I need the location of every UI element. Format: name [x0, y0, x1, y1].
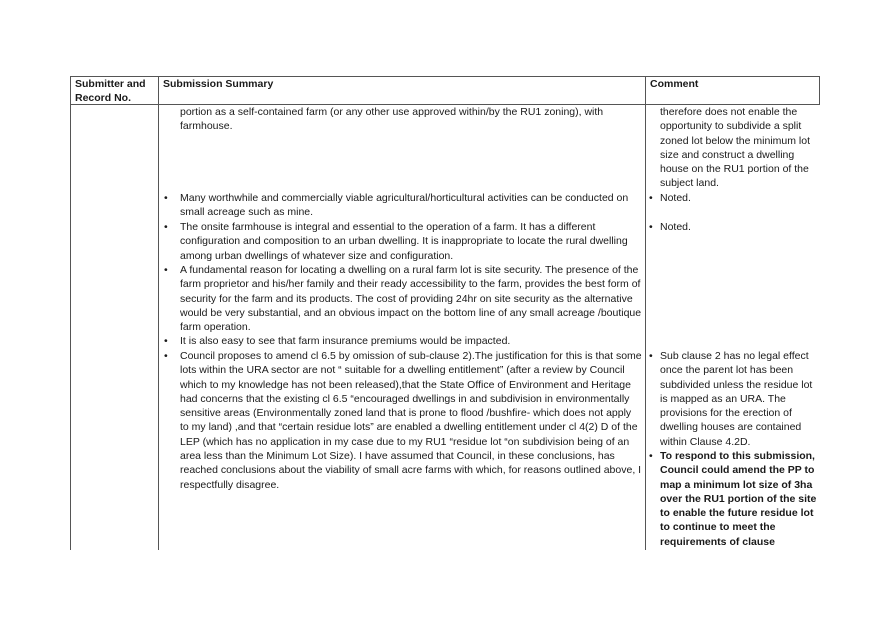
- comment-bullet-marker: •: [649, 221, 653, 233]
- comment-noted-2: Noted.: [660, 221, 691, 233]
- comment-noted-1: Noted.: [660, 192, 691, 204]
- header-submitter: Submitter and Record No.: [75, 78, 146, 104]
- summary-bullet-marker: •: [164, 192, 168, 204]
- summary-bullet-marker: •: [164, 221, 168, 233]
- header-submission-summary: Submission Summary: [163, 78, 274, 90]
- comment-respond: To respond to this submission, Council could amend the PP to map a minimum lot size of 3ha over the RU1 portion of the site to enable the future residue lot to continue to meet the requirements of clause: [660, 450, 817, 548]
- table-right-border: [819, 76, 820, 104]
- summary-bullet-3: A fundamental reason for locating a dwelling on a rural farm lot is site security. The presence of the farm proprietor and his/her family and their ready accessibility to the farm, provides the best form of security for the farm and its products. The cost of providing 24hr on site security as the alternative would be very substantial, and an obvious impact on the bottom line of any small acreage /boutique farm operation.: [180, 264, 642, 334]
- submissions-table: [70, 76, 820, 550]
- comment-bullet-marker: •: [649, 450, 653, 462]
- column-divider-1: [158, 76, 159, 550]
- comment-sub-clause: Sub clause 2 has no legal effect once the parent lot has been subdivided unless the residue lot is mapped as an URA. The provisions for the erection of dwelling houses are contained within Clause 4.2D.: [660, 350, 813, 448]
- summary-bullet-5: Council proposes to amend cl 6.5 by omission of sub-clause 2).The justification for this is that some lots within the URA sector are not “ suitable for a dwelling entitlement” (after a review by Council which to my knowledge has not been released),that the State Office of Environment and Heritage had concerns that the existing cl 6.5 “encouraged dwellings in and subdivision in environmentally sensitive areas (Environmentally zoned land that is prone to flood /bushfire- which does not apply to my land) ,and that “certain residue lots” are enabled a dwelling entitlement under cl 4(2) D of the LEP (which has no application in my case due to my RU1 “residue lot “on subdivision being of an area less than the Minimum Lot Size). I have assumed that Council, in these conclusions, has reached conclusions about the viability of small acre farms with which, for reasons outlined above, I respectfully disagree.: [180, 350, 642, 491]
- summary-bullet-2: The onsite farmhouse is integral and essential to the operation of a farm. It has a different configuration and composition to an urban dwelling. It is inappropriate to locate the rural dwelling among urban dwellings of whatever size and configuration.: [180, 221, 628, 262]
- column-divider-2: [645, 76, 646, 550]
- header-comment: Comment: [650, 78, 699, 90]
- comment-bullet-marker: •: [649, 350, 653, 362]
- summary-bullet-marker: •: [164, 264, 168, 276]
- summary-bullet-1: Many worthwhile and commercially viable agricultural/horticultural activities can be conducted on small acreage such as mine.: [180, 192, 629, 219]
- summary-bullet-4: It is also easy to see that farm insurance premiums would be impacted.: [180, 335, 511, 347]
- summary-bullet-marker: •: [164, 350, 168, 362]
- summary-bullet-marker: •: [164, 335, 168, 347]
- table-left-border: [70, 76, 71, 550]
- comment-bullet-marker: •: [649, 192, 653, 204]
- comment-continuation: therefore does not enable the opportunity to subdivide a split zoned lot below the minimum lot size and construct a dwelling house on the RU1 portion of the subject land.: [660, 106, 810, 190]
- summary-continuation: portion as a self-contained farm (or any other use approved within/by the RU1 zoning), with farmhouse.: [180, 106, 604, 133]
